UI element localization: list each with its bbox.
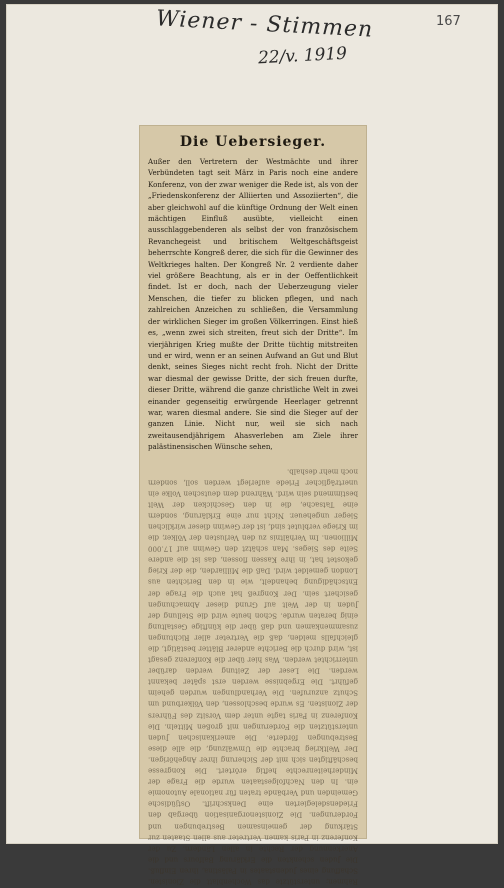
newspaper-clipping — [140, 126, 366, 887]
article-body: Außer den Vertretern der Westmächte und ihrer Verbündeten tagt seit März in Paris noch eine andere Konferenz, von der zwar weniger die Rede ist, als von der „Friedenskonferenz der Alliierten und Assoziierten“, die aber gleichwohl auf die künftige Ordnung der Welt einen mächtigen Einfluß ausübte, vielleicht einen ausschlaggebenderen als selbst der von französischem Revanchegeist und britischem Weltgeschäftsgeist beherrschte Kongreß derer, die sich für die Gewinner des Weltkrieges halten. Der Kongreß Nr. 2 verdiente daher viel größere Beachtung, als er in der Oeffentlichkeit findet. Ist er doch, nach der Ueberzeugung vieler Menschen, die tiefer zu blicken pflegen, und nach zahlreichen Anzeichen zu schließen, die Versammlung der wirklichen Sieger im großen Völkerringen. Einst hieß es, „wenn zwei sich streiten, freut sich der Dritte“. Im vierjährigen Krieg mußte der Dritte tüchtig mitstreiten und er wird, wenn er an seinen Aufwand an Gut und Blut denkt, seines Sieges nicht recht froh. Nicht der Dritte war diesmal der gewisse Dritte, der sich freuen durfte, dieser Dritte, während die ganze christliche Welt in zwei einander gegenseitig erwürgende Heerlager getrennt war, waren diesmal andere. Sie sind die Sieger auf der ganzen Linie. Nicht nur, weil sie sich nach zweitausendjährigem Ahasverleben am Ziele ihrer palästinensischen Wünsche sehen, — [148, 157, 358, 452]
handwritten-source-title: Wiener - Stimmen — [155, 6, 374, 43]
reverse-side-text: Rahmen; unterstützte das Wochenblatt die Zionisten. Schaffung eines Judenstaates in Palästina, ihren Einfluß. Die Juden schenkten die Erklärung Balfours und die Anerkennung der Rechte in allen Ländern. Zu der Konferenz in Paris kamen Vertreter aus allen Staaten zur Stärkung der gemeinsamen Bestrebungen und Forderungen. Die Zionistenorganisation übergab den Friedensdelegierten eine Denkschrift. Ostjüdische Gemeinden und Verbände traten für nationale Autonomie ein. In den Nachfolgestaaten wurde die Frage der Minderheitenrechte heftig erörtert. Die Kongresse beschäftigten sich mit der Sicherung ihrer Angehörigen. Der Weltkrieg brachte die Umwälzung, die alle diese Bestrebungen förderte. Die amerikanischen Juden unterstützten die Forderungen mit großen Mitteln. Die Konferenz in Paris tagte unter dem Vorsitz des Führers der Zionisten. Es wurde beschlossen, den Völkerbund um Schutz anzurufen. Die Verhandlungen wurden geheim geführt. Die Ergebnisse werden erst später bekannt werden. Die Leser der Zeitung werden darüber unterrichtet werden. Was hier über die Konferenz gesagt ist, wird durch die Berichte anderer Blätter bestätigt, die gleichfalls melden, daß die Vertreter aller Richtungen zusammenkamen und daß über die künftige Gestaltung einig beraten wurde. Schon heute wird die Stellung der Juden in der Welt auf Grund dieser Abmachungen gesichert sein. Der Kongreß hat auch die Frage der Entschädigung behandelt, wie in den Berichten aus London gemeldet wird. Daß die Milliarden, die der Krieg gekostet hat, in ihre Kassen flossen, das ist die andere Seite des Sieges. Man schätzt den Gewinn auf 17.000 Millionen. Im Verhältnis zu den Verlusten der Völker, die im Kriege verblutet sind, ist der Gewinn dieser wirklichen Sieger ungeheuer. Nicht nur eine Erklärung, sondern eine Tatsache, die in den Geschicken der Welt bestimmend sein wird. Während dem deutschen Volke ein unerträglicher Friede auferlegt werden soll, sondern noch mehr deshalb. — [148, 467, 358, 887]
reverse-side-bleed-through — [148, 466, 358, 887]
handwritten-date: 22/v. 1919 — [257, 43, 348, 69]
page-number: 167 — [436, 14, 461, 29]
article-headline: Die Uebersieger. — [179, 134, 327, 150]
